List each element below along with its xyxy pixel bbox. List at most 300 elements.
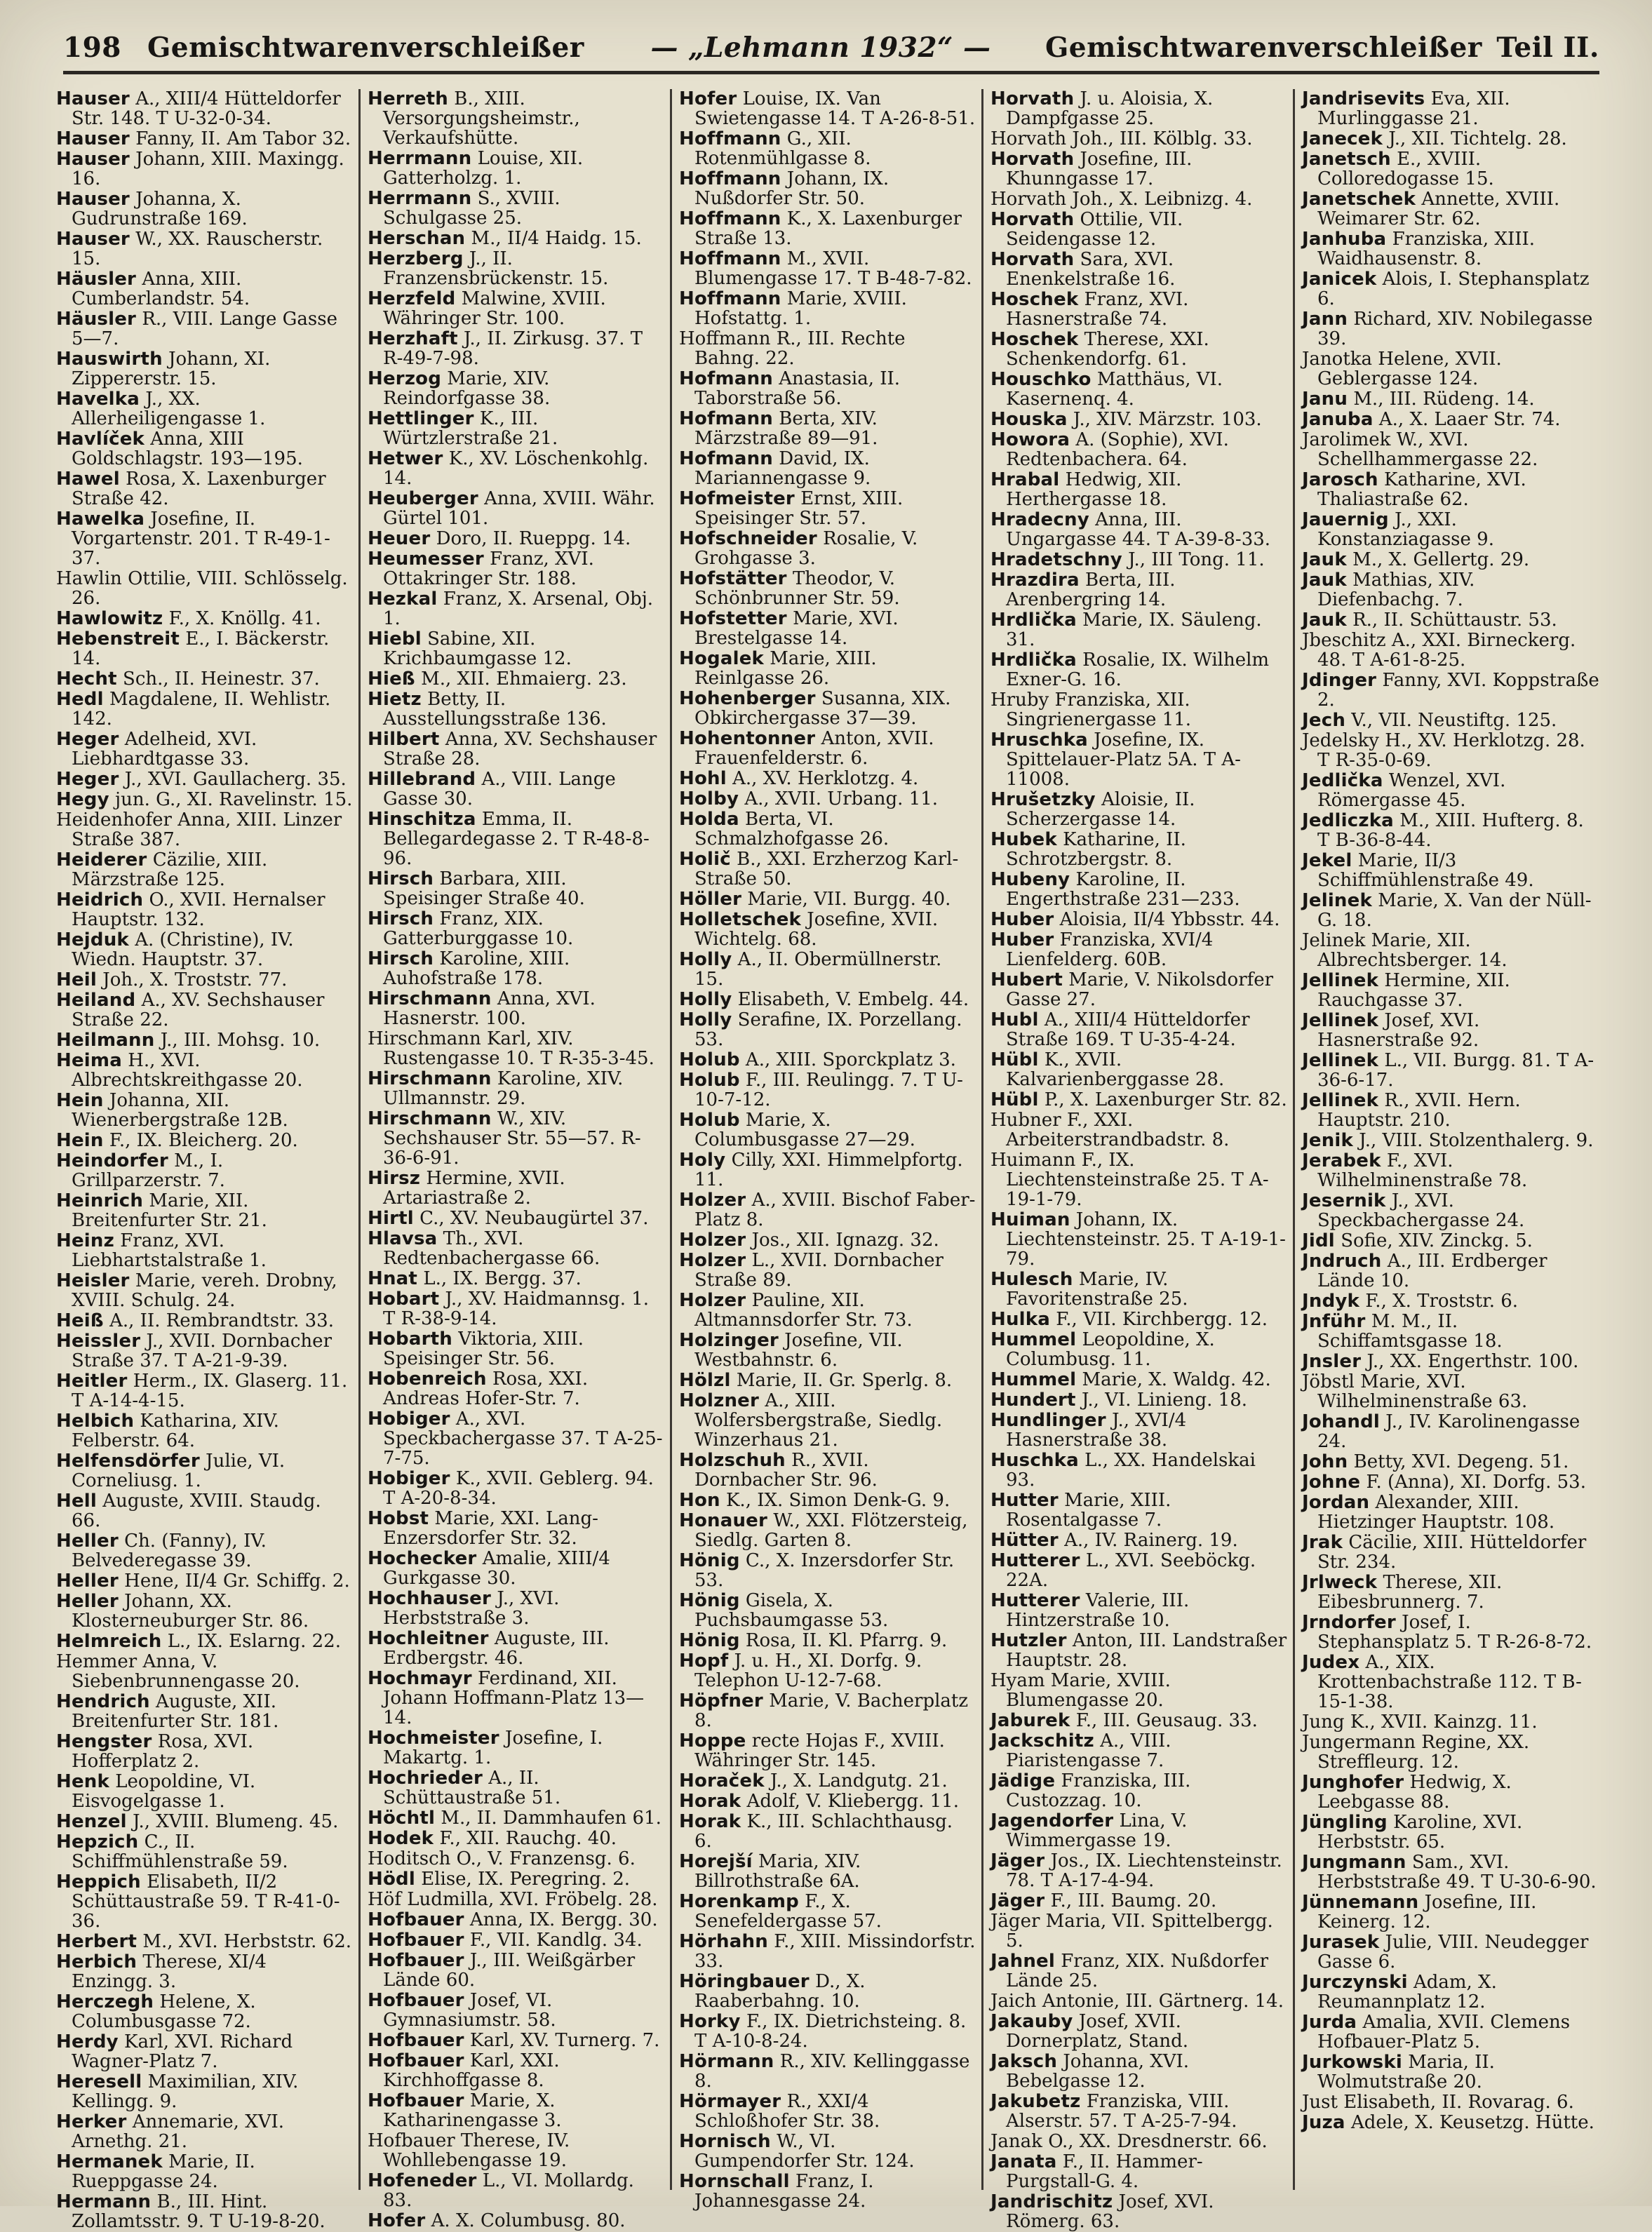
entry-separator: [464, 1990, 470, 2011]
entry-details: J., X. Landgutg. 21.: [770, 1770, 948, 1791]
entry-details: J., XIV. Märzstr. 103.: [1073, 409, 1262, 430]
entry-name: Helbich: [56, 1411, 135, 1432]
directory-entry: [368, 369, 664, 408]
entry-name: Heppich: [56, 1871, 141, 1893]
entry-name: Horenkamp: [679, 1891, 799, 1912]
entry-details: Julie, VI. Corneliusg. 1.: [72, 1451, 286, 1491]
entry-name: Horejší: [679, 1851, 753, 1872]
directory-entry: [1302, 1291, 1601, 1311]
entry-separator: [1070, 1710, 1076, 1731]
entry-name: Hohenberger: [679, 688, 816, 709]
directory-entry: [56, 1632, 353, 1651]
page-header: [63, 32, 1599, 74]
entry-details: Barbara, XIII. Speisinger Straße 40.: [383, 868, 585, 909]
entry-name: Jdinger: [1302, 670, 1377, 691]
entry-details: Rosa, X. Laxenburger Straße 42.: [72, 469, 326, 509]
entry-name: Hopf: [679, 1651, 729, 1672]
entry-details: Sabine, XII. Krichbaumgasse 12.: [383, 628, 572, 669]
directory-entry: [368, 189, 664, 228]
directory-entry: [679, 1491, 976, 1510]
entry-name: Hutterer: [990, 1590, 1080, 1611]
directory-entry: [679, 950, 976, 989]
entry-name: Herbert: [56, 1931, 137, 1952]
entry-details: Karl, XXI. Kirchhoffgasse 8.: [383, 2050, 560, 2091]
entry-separator: [746, 1230, 751, 1251]
directory-entry: [1302, 1712, 1601, 1732]
entry-details: K., IX. Simon Denk-G. 9.: [726, 1490, 951, 1511]
entry-separator: [104, 1310, 109, 1331]
directory-entry: [368, 529, 664, 549]
directory-entry: [368, 1329, 664, 1369]
entry-separator: [1080, 570, 1085, 591]
directory-entry: [679, 1110, 976, 1150]
entry-details: Johann, XI. Zippererstr. 15.: [72, 349, 271, 389]
entry-name: Holub: [679, 1070, 740, 1091]
entry-name: Huber: [990, 909, 1054, 930]
entry-separator: [450, 1409, 456, 1430]
directory-entry: [990, 210, 1287, 249]
directory-entry: [679, 1791, 976, 1811]
entry-separator: [464, 1950, 470, 1971]
entry-details: Malwine, XVIII. Währinger Str. 100.: [383, 288, 606, 329]
entry-details: J., III. Mohsg. 10.: [160, 1030, 321, 1051]
directory-entry: [990, 910, 1287, 929]
entry-name: Hofmann: [679, 368, 773, 389]
entry-separator: [1063, 969, 1068, 990]
directory-entry: [1302, 1372, 1601, 1411]
entry-details: H., XVI. Albrechtskreithgasse 20.: [72, 1050, 303, 1091]
entry-name: Hoffmann: [679, 128, 781, 149]
entry-details: A., II. Schüttaustraße 51.: [383, 1768, 561, 1808]
directory-entry: [1302, 1051, 1601, 1090]
entry-details: A., XIII/4 Hütteldorfer Str. 148. T U-32-0-34.: [72, 88, 341, 129]
entry-separator: [1402, 2052, 1408, 2073]
entry-details: R., II. Schüttaustr. 53.: [1352, 610, 1557, 631]
entry-name: Heima: [56, 1050, 122, 1071]
directory-entry: [368, 329, 664, 368]
entry-details: A., XVII. Urbang. 11.: [744, 788, 939, 809]
entry-details: Th., XVI. Redtenbachergasse 66.: [383, 1228, 600, 1269]
entry-separator: [741, 1791, 746, 1812]
entry-name: Hofer: [679, 88, 737, 109]
entry-name: Hobart: [368, 1289, 440, 1310]
directory-entry: [990, 430, 1287, 469]
directory-entry: [679, 990, 976, 1009]
directory-entry: [679, 809, 976, 849]
entry-details: L., XX. Handelskai 93.: [1006, 1450, 1256, 1491]
entry-details: Serafine, IX. Porzellang. 53.: [694, 1009, 962, 1050]
entry-separator: [455, 288, 461, 309]
entry-name: Herschan: [368, 228, 466, 249]
directory-entry: [679, 1251, 976, 1290]
directory-entry: [679, 2172, 976, 2211]
entry-separator: [1394, 810, 1399, 831]
entry-separator: [499, 1728, 505, 1749]
entry-separator: [1096, 789, 1101, 810]
entry-name: Holub: [679, 1049, 740, 1070]
entry-name: Heller: [56, 1531, 119, 1552]
directory-entry: [368, 2171, 664, 2210]
entry-name: Hruschka: [990, 730, 1088, 751]
directory-entry: [1302, 1452, 1601, 1472]
entry-details: Anna, XIII Goldschlagstr. 193—195.: [72, 429, 303, 469]
entry-name: Hon: [679, 1490, 720, 1511]
directory-entry: [990, 1811, 1287, 1850]
directory-entry: [368, 409, 664, 448]
entry-separator: [786, 1450, 791, 1471]
entry-separator: [492, 988, 497, 1009]
directory-entry: [679, 1070, 976, 1110]
directory-entry: [1302, 811, 1601, 850]
entry-separator: [795, 488, 800, 509]
entry-separator: [130, 149, 135, 170]
entry-separator: [437, 589, 443, 610]
directory-entry: [368, 769, 664, 809]
entry-name: Janhuba: [1302, 229, 1387, 250]
entry-details: Berta, VI. Schmalzhofgasse 26.: [694, 809, 889, 849]
directory-entry: [1302, 671, 1601, 710]
directory-entry: [990, 2152, 1287, 2191]
entry-details: Johann, IX. Nußdorfer Str. 50.: [694, 168, 889, 209]
entry-separator: [779, 1330, 784, 1351]
entry-separator: [119, 1531, 124, 1552]
directory-entry: [56, 1872, 353, 1931]
entry-details: Elisabeth, II/2 Schüttaustraße 59. T R-41-0-36.: [72, 1871, 340, 1932]
entry-details: Elise, IX. Peregring. 2.: [421, 1869, 631, 1890]
entry-separator: [483, 1768, 488, 1789]
entry-details: recte Hojas F., XVIII. Währinger Str. 145.: [694, 1730, 945, 1771]
directory-entry: [679, 609, 976, 648]
entry-details: R., VIII. Lange Gasse 5—7.: [72, 309, 337, 349]
entry-details: Karoline, II. Engerthstraße 231—233.: [1006, 869, 1240, 910]
entry-separator: [817, 528, 823, 549]
entry-separator: [1113, 2191, 1118, 2212]
entry-name: Holub: [679, 1110, 740, 1131]
entry-separator: [119, 2031, 124, 2052]
directory-entry: [368, 1589, 664, 1628]
entry-name: Hawel: [56, 469, 120, 490]
entry-details: Amalie, XIII/4 Gurkgasse 30.: [383, 1548, 610, 1589]
directory-entry: [990, 730, 1287, 789]
entry-name: Jauk: [1302, 610, 1347, 631]
entry-details: K., III. Würtzlerstraße 21.: [383, 408, 558, 449]
entry-separator: [1054, 929, 1059, 950]
entry-name: Jech: [1302, 710, 1346, 731]
directory-entry: [1302, 229, 1601, 269]
directory-entry: [56, 1932, 353, 1951]
entry-details: Anna, XV. Sechshauser Straße 28.: [383, 729, 657, 769]
entry-name: Hogalek: [679, 648, 765, 669]
entry-separator: [119, 729, 124, 750]
entry-separator: [126, 2111, 132, 2132]
entry-name: Hornschall: [679, 2171, 790, 2192]
column-3: [672, 88, 983, 2212]
directory-entry: [1302, 1151, 1601, 1190]
column-2: [361, 88, 672, 2231]
directory-entry: [990, 1731, 1287, 1770]
directory-entry: [368, 629, 664, 668]
entry-separator: [1077, 610, 1082, 631]
entry-name: Hlavsa: [368, 1228, 438, 1249]
entry-separator: [1056, 2151, 1062, 2172]
entry-details: J., II. Zirkusg. 37. T R-49-7-98.: [383, 328, 643, 369]
directory-entry: [56, 1151, 353, 1190]
entry-separator: [109, 789, 115, 810]
entry-separator: [163, 2151, 168, 2172]
entry-separator: [489, 1628, 495, 1649]
entry-name: Huber: [990, 929, 1054, 950]
entry-details: Therese, XXI. Schenkendorfg. 61.: [1006, 329, 1209, 370]
entry-details: R., XVII. Hern. Hauptstr. 210.: [1317, 1090, 1521, 1131]
directory-entry: [368, 89, 664, 148]
column-4: [983, 88, 1295, 2232]
entry-name: Heisler: [56, 1270, 130, 1291]
directory-entry: [368, 2031, 664, 2050]
entry-name: Jagendorfer: [990, 1810, 1114, 1831]
entry-name: Hödl: [368, 1869, 415, 1890]
directory-entry: [679, 1812, 976, 1851]
directory-entry: [56, 269, 353, 309]
entry-details: W., XX. Rauscherstr. 15.: [72, 229, 323, 269]
directory-entry: [990, 1210, 1287, 1269]
directory-entry: [679, 2052, 976, 2091]
entry-separator: [142, 2071, 147, 2092]
entry-separator: [104, 1090, 109, 1111]
entry-separator: [464, 1930, 470, 1951]
entry-details: F., XIII. Missindorfstr. 33.: [694, 1931, 976, 1972]
entry-details: Ernst, XIII. Speisinger Str. 57.: [694, 488, 904, 529]
entry-separator: [152, 1731, 157, 1752]
directory-entry: [56, 930, 353, 969]
entry-details: Hyam Marie, XVIII. Blumengasse 20.: [990, 1670, 1171, 1711]
entry-details: D., X. Raaberbahng. 10.: [694, 1971, 866, 2012]
entry-name: Jndyk: [1302, 1291, 1360, 1312]
entry-details: Annemarie, XVI. Arnethg. 21.: [72, 2111, 285, 2152]
entry-name: Huschka: [990, 1450, 1079, 1471]
entry-details: Karoline, XIII. Auhofstraße 178.: [383, 948, 570, 989]
entry-details: Marie, XIV. Reindorfgasse 38.: [383, 368, 551, 409]
entry-name: Hoffmann: [679, 168, 781, 189]
entry-name: Hochhauser: [368, 1588, 492, 1609]
entry-name: Jauernig: [1302, 509, 1389, 530]
entry-details: F., X. Senefeldergasse 57.: [694, 1891, 882, 1932]
directory-entry: [56, 890, 353, 929]
entry-separator: [464, 1909, 470, 1930]
directory-entry: [368, 449, 664, 488]
entry-name: Jahnel: [990, 1951, 1055, 1972]
directory-entry: [368, 1991, 664, 2030]
entry-details: Josefine, VII. Westbahnstr. 6.: [694, 1330, 903, 1371]
entry-details: Betty, XVI. Degeng. 51.: [1353, 1451, 1569, 1472]
entry-name: Henk: [56, 1771, 109, 1792]
entry-details: Rosalie, V. Grohgasse 3.: [694, 528, 918, 569]
entry-details: Hawlin Ottilie, VIII. Schlösselg. 26.: [56, 568, 348, 609]
entry-details: Jarolimek W., XVI. Schellhammergasse 22.: [1302, 429, 1538, 470]
entry-name: Herzog: [368, 368, 442, 389]
entry-separator: [1348, 1451, 1353, 1472]
entry-details: Jung K., XVII. Kainzg. 11.: [1302, 1712, 1538, 1733]
entry-details: Anna, XIII. Cumberlandstr. 54.: [72, 269, 250, 309]
entry-details: A., X. Laaer Str. 74.: [1378, 409, 1561, 430]
entry-details: J., XVIII. Blumeng. 45.: [133, 1811, 339, 1832]
entry-details: Auguste, III. Erdbergstr. 46.: [383, 1628, 610, 1669]
entry-details: Ottilie, VII. Seidengasse 12.: [1006, 209, 1183, 250]
entry-name: Jellinek: [1302, 1050, 1379, 1071]
entry-details: Adolf, V. Kliebergg. 11.: [746, 1791, 959, 1812]
directory-entry: [990, 290, 1287, 329]
entry-details: Rosa, XXI. Andreas Hofer-Str. 7.: [383, 1369, 589, 1409]
entry-separator: [1080, 2091, 1086, 2112]
entry-name: Hofbauer: [368, 2030, 464, 2051]
entry-separator: [422, 628, 427, 650]
entry-details: Janotka Helene, XVII. Geblergasse 124.: [1302, 349, 1502, 389]
directory-entry: [679, 1852, 976, 1891]
entry-name: Hummel: [990, 1329, 1077, 1350]
directory-entry: [56, 1992, 353, 2031]
entry-separator: [1092, 369, 1097, 390]
entry-name: Horaček: [679, 1770, 765, 1791]
entry-name: Hochecker: [368, 1548, 477, 1569]
entry-separator: [816, 688, 821, 709]
directory-entry: [679, 2012, 976, 2051]
directory-entry: [1302, 1131, 1601, 1150]
directory-entry: [368, 1069, 664, 1108]
entry-separator: [168, 1150, 174, 1171]
directory-entry: [368, 2131, 664, 2170]
directory-entry: [679, 489, 976, 528]
directory-entry: [679, 1972, 976, 2011]
entry-details: B., III. Hint. Zollamtsstr. 9. T U-19-8-20.: [72, 2191, 325, 2232]
directory-entry: [56, 1692, 353, 1731]
entry-separator: [464, 248, 469, 269]
entry-details: Marie, XII. Breitenfurter Str. 21.: [72, 1190, 267, 1231]
entry-details: Auguste, XVIII. Staudg. 66.: [72, 1491, 321, 1531]
entry-separator: [1077, 650, 1082, 671]
entry-name: Heitler: [56, 1371, 128, 1392]
entry-name: Jurasek: [1302, 1932, 1380, 1953]
directory-entry: [679, 169, 976, 208]
entry-name: Hönig: [679, 1590, 740, 1611]
entry-name: Hoschek: [990, 329, 1079, 350]
directory-entry: [56, 2192, 353, 2231]
entry-name: Heil: [56, 969, 98, 990]
entry-name: Jaksch: [990, 2051, 1058, 2072]
entry-name: Hauser: [56, 229, 130, 250]
entry-name: Hrabal: [990, 469, 1060, 490]
entry-details: Hermine, XVII. Artariastraße 2.: [383, 1168, 565, 1209]
entry-name: Helmreich: [56, 1631, 162, 1652]
entry-details: J., II. Franzensbrückenstr. 15.: [383, 248, 609, 289]
directory-entry: [1302, 129, 1601, 149]
entry-details: J., XV. Haidmannsg. 1. T R-38-9-14.: [383, 1289, 650, 1329]
directory-entry: [56, 1091, 353, 1130]
entry-details: A., III. Erdberger Lände 10.: [1317, 1251, 1547, 1291]
directory-entry: [56, 810, 353, 849]
directory-entry: [368, 1951, 664, 1990]
entry-details: Jungermann Regine, XX. Streffleurg. 12.: [1302, 1732, 1530, 1773]
entry-details: Jaich Antonie, III. Gärtnerg. 14.: [990, 1991, 1284, 2012]
entry-details: J., VIII. Stolzenthalerg. 9.: [1359, 1130, 1594, 1151]
entry-name: Hummel: [990, 1369, 1077, 1390]
entry-details: Anna, IX. Bergg. 30.: [469, 1909, 658, 1930]
entry-details: Matthäus, VI. Kasernenq. 4.: [1006, 369, 1223, 410]
entry-name: Hornisch: [679, 2131, 771, 2152]
directory-entry: [1302, 570, 1601, 610]
entry-details: Anna, III. Ungargasse 44. T A-39-8-33.: [1006, 509, 1271, 550]
entry-name: Heller: [56, 1591, 119, 1612]
entry-name: Judex: [1302, 1652, 1360, 1673]
entry-separator: [119, 769, 124, 790]
entry-separator: [1388, 1812, 1393, 1833]
entry-name: Jackschitz: [990, 1730, 1094, 1752]
directory-entry: [1302, 2012, 1601, 2052]
directory-entry: [56, 1311, 353, 1331]
entry-separator: [1094, 1730, 1100, 1752]
entry-separator: [476, 769, 481, 790]
entry-details: Franz, XIX. Nußdorfer Lände 25.: [1006, 1951, 1269, 1991]
directory-entry: [679, 2092, 976, 2131]
entry-separator: [1073, 1269, 1079, 1290]
entry-name: Hoppe: [679, 1730, 746, 1752]
entry-name: Holzner: [679, 1390, 760, 1411]
entry-details: F., VII. Kirchbergg. 12.: [1056, 1309, 1268, 1330]
entry-name: Hofmeister: [679, 488, 795, 509]
directory-entry: [679, 1050, 976, 1070]
entry-details: Anna, XVIII. Währ. Gürtel 101.: [383, 488, 655, 529]
entry-details: B., XXI. Erzherzog Karl-Straße 50.: [694, 849, 959, 889]
entry-separator: [787, 568, 793, 589]
directory-entry: [679, 89, 976, 128]
entry-name: Junghofer: [1302, 1772, 1404, 1793]
entry-name: Hauswirth: [56, 349, 163, 370]
page-number: 198: [63, 32, 121, 64]
entry-separator: [1361, 1351, 1366, 1372]
entry-details: Just Elisabeth, II. Rovarag. 6.: [1302, 2092, 1574, 2113]
entry-details: Fanny, XVI. Koppstraße 2.: [1317, 670, 1599, 711]
directory-entry: [990, 1991, 1287, 2011]
entry-details: Horvath Joh., X. Leibnizg. 4.: [990, 189, 1253, 210]
entry-name: Jrndorfer: [1302, 1612, 1396, 1633]
directory-entry: [679, 1591, 976, 1630]
entry-separator: [1386, 229, 1392, 250]
entry-details: Alois, I. Stephansplatz 6.: [1317, 269, 1590, 309]
entry-name: Herreth: [368, 88, 449, 109]
entry-details: E., I. Bäckerstr. 14.: [72, 628, 330, 669]
entry-details: Jos., XII. Ignazg. 32.: [751, 1230, 939, 1251]
directory-entry: [990, 410, 1287, 429]
directory-entry: [56, 1531, 353, 1571]
directory-entry: [990, 1671, 1287, 1710]
entry-details: Anton, III. Landstraßer Hauptstr. 28.: [1006, 1630, 1287, 1671]
entry-details: J., XVI. Gaullacherg. 35.: [124, 769, 347, 790]
directory-entry: [56, 1772, 353, 1811]
entry-details: Franziska, XVI/4 Lienfelderg. 60B.: [1006, 929, 1214, 970]
entry-separator: [1381, 1251, 1387, 1272]
entry-separator: [1078, 329, 1084, 350]
entry-separator: [1079, 1450, 1084, 1471]
directory-entry: [368, 1869, 664, 1889]
entry-separator: [147, 849, 152, 870]
entry-separator: [492, 1108, 497, 1129]
directory-entry: [56, 1051, 353, 1090]
entry-name: Jndruch: [1302, 1251, 1382, 1272]
directory-entry: [368, 909, 664, 948]
entry-details: Magdalene, II. Wehlistr. 142.: [72, 689, 331, 730]
entry-details: F., XII. Rauchg. 40.: [439, 1828, 617, 1849]
entry-name: Heiland: [56, 990, 136, 1011]
entry-details: A. (Christine), IV. Wiedn. Hauptstr. 37.: [72, 929, 294, 970]
entry-name: Hietz: [368, 689, 422, 710]
